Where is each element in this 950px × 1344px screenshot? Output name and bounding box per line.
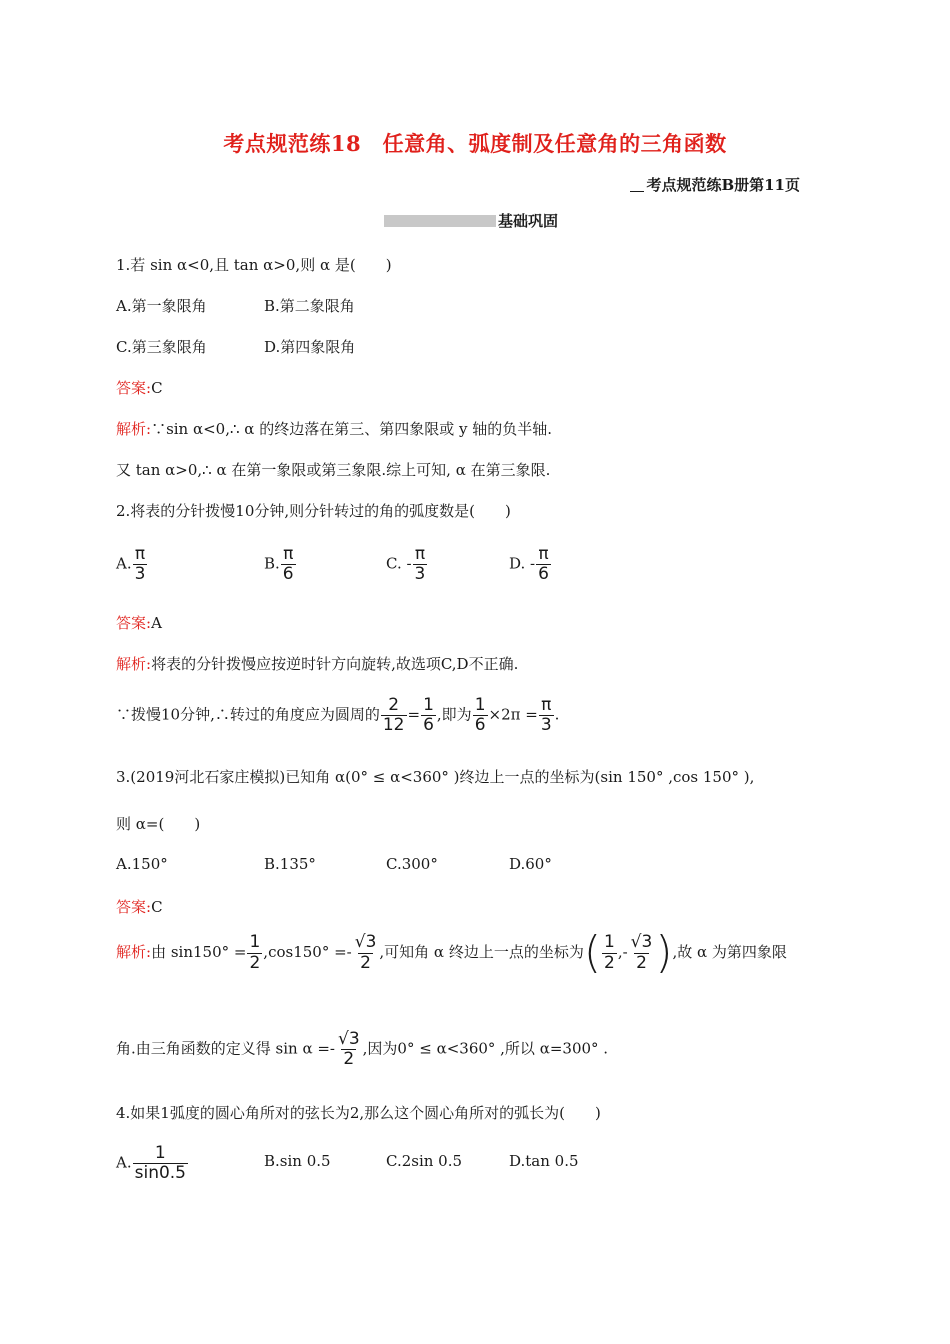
numerator: 2 bbox=[388, 695, 400, 715]
numerator: 1 bbox=[249, 932, 261, 953]
option-letter: A. bbox=[116, 1153, 132, 1172]
numerator: π bbox=[414, 544, 426, 564]
q3-option-c: C.300° bbox=[386, 855, 438, 873]
left-paren: ( bbox=[583, 927, 601, 978]
fraction-1-6 bbox=[421, 696, 436, 735]
text: 角.由三角函数的定义得 sin α =- bbox=[116, 1039, 335, 1058]
numerator: π bbox=[538, 544, 549, 564]
q2-analysis-1 bbox=[116, 653, 518, 674]
denominator: 2 bbox=[249, 952, 261, 973]
fraction-1-6 bbox=[473, 696, 488, 735]
denominator: 2 bbox=[360, 952, 371, 973]
text: ×2π = bbox=[488, 705, 538, 724]
q4-option-c: C.2sin 0.5 bbox=[386, 1152, 463, 1170]
fraction-1-sin05 bbox=[133, 1144, 188, 1183]
fraction-pi-3 bbox=[413, 545, 428, 584]
q3-option-d: D.60° bbox=[509, 855, 552, 873]
analysis-label: 解析: bbox=[116, 655, 152, 673]
analysis-text: 将表的分针拨慢应按逆时针方向旋转,故选项C,D不正确. bbox=[151, 655, 519, 673]
reference-text: 考点规范练B册第11页 bbox=[646, 176, 800, 194]
text: ,故 α 为第四象限 bbox=[672, 943, 787, 961]
fraction-root3-2 bbox=[353, 933, 379, 972]
q4-option-d: D.tan 0.5 bbox=[509, 1152, 579, 1170]
denominator: 6 bbox=[474, 715, 486, 736]
numerator: 1 bbox=[604, 932, 615, 953]
q2-answer bbox=[116, 612, 162, 633]
q4-stem: 4.如果1弧度的圆心角所对的弦长为2,那么这个圆心角所对的弧长为( ) bbox=[116, 1104, 601, 1122]
q1-analysis-2: 又 tan α>0,∴ α 在第一象限或第三象限.综上可知, α 在第三象限. bbox=[116, 461, 551, 479]
text: ,因为0° ≤ α<360° ,所以 α=300° . bbox=[362, 1039, 609, 1058]
option-letter: B. bbox=[264, 554, 280, 573]
denominator: 2 bbox=[636, 952, 647, 973]
q2-option-a bbox=[116, 545, 148, 584]
text: . bbox=[554, 705, 560, 724]
denominator: sin0.5 bbox=[134, 1163, 186, 1184]
analysis-label: 解析: bbox=[116, 943, 152, 961]
q2-stem: 2.将表的分针拨慢10分钟,则分针转过的角的弧度数是( ) bbox=[116, 502, 511, 520]
q1-analysis-1 bbox=[116, 418, 552, 439]
q4-option-a bbox=[116, 1144, 189, 1183]
section-label: 基础巩固 bbox=[498, 212, 559, 230]
denominator: 6 bbox=[423, 715, 434, 736]
answer-value: C bbox=[151, 379, 163, 397]
section-heading bbox=[384, 210, 558, 231]
q3-answer bbox=[116, 896, 163, 917]
text: ,可知角 α 终边上一点的坐标为 bbox=[379, 943, 584, 961]
q3-analysis-2 bbox=[116, 1030, 608, 1069]
q1-option-b: B.第二象限角 bbox=[264, 297, 355, 315]
numerator: π bbox=[283, 544, 294, 564]
denominator: 3 bbox=[134, 564, 146, 585]
numerator: √3 bbox=[630, 932, 653, 953]
q1-option-a: A.第一象限角 bbox=[116, 297, 207, 315]
section-bar bbox=[384, 215, 496, 227]
option-letter: A. bbox=[116, 554, 132, 573]
numerator: 1 bbox=[474, 695, 486, 715]
denominator: 12 bbox=[382, 715, 405, 736]
denominator: 3 bbox=[414, 564, 426, 585]
numerator: π bbox=[134, 544, 146, 564]
answer-label: 答案: bbox=[116, 379, 152, 397]
text: 由 sin150° = bbox=[151, 943, 247, 961]
q3-stem-1: 3.(2019河北石家庄模拟)已知角 α(0° ≤ α<360° )终边上一点的坐标为(sin 150° ,cos 150° ), bbox=[116, 768, 755, 786]
q3-option-a: A.150° bbox=[116, 855, 168, 873]
denominator: 2 bbox=[604, 952, 615, 973]
q3-stem-2: 则 α=( ) bbox=[116, 815, 201, 833]
answer-value: C bbox=[151, 898, 163, 916]
fraction-root3-2 bbox=[629, 933, 655, 972]
numerator: π bbox=[541, 695, 552, 715]
text: ,- bbox=[617, 943, 628, 961]
q1-option-d: D.第四象限角 bbox=[264, 338, 356, 356]
analysis-label: 解析: bbox=[116, 420, 152, 438]
equals: = bbox=[407, 705, 421, 724]
fraction-pi-6 bbox=[281, 545, 296, 584]
denominator: 6 bbox=[538, 564, 549, 585]
q1-option-c: C.第三象限角 bbox=[116, 338, 207, 356]
numerator: 1 bbox=[423, 695, 434, 715]
fraction-1-2 bbox=[247, 933, 262, 972]
numerator: √3 bbox=[338, 1029, 360, 1049]
fraction-1-2 bbox=[602, 933, 617, 972]
q3-option-b: B.135° bbox=[264, 855, 316, 873]
answer-value: A bbox=[151, 614, 162, 632]
option-letter: D. - bbox=[509, 554, 536, 573]
right-paren: ) bbox=[655, 927, 673, 978]
text: ∵拨慢10分钟,∴转过的角度应为圆周的 bbox=[116, 705, 380, 724]
fraction-2-12 bbox=[381, 696, 407, 735]
q4-option-b: B.sin 0.5 bbox=[264, 1152, 331, 1170]
fraction-pi-3 bbox=[133, 545, 148, 584]
numerator: 1 bbox=[154, 1143, 166, 1163]
numerator: √3 bbox=[354, 932, 377, 953]
analysis-text: ∵sin α<0,∴ α 的终边落在第三、第四象限或 y 轴的负半轴. bbox=[151, 420, 552, 438]
text: ,cos150° =- bbox=[263, 943, 352, 961]
option-letter: C. - bbox=[386, 554, 412, 573]
page-title: 考点规范练18 任意角、弧度制及任意角的三角函数 bbox=[223, 131, 727, 156]
q1-stem: 1.若 sin α<0,且 tan α>0,则 α 是( ) bbox=[116, 256, 392, 274]
underline-mark bbox=[630, 191, 644, 192]
q2-analysis-2 bbox=[116, 696, 559, 735]
denominator: 3 bbox=[540, 715, 552, 736]
q2-option-c bbox=[386, 545, 428, 584]
q1-answer bbox=[116, 377, 163, 398]
text: ,即为 bbox=[436, 705, 472, 724]
q2-option-b bbox=[264, 545, 297, 584]
fraction-root3-2 bbox=[336, 1030, 362, 1069]
q3-analysis-1 bbox=[116, 927, 787, 978]
q2-option-d bbox=[509, 545, 552, 584]
answer-label: 答案: bbox=[116, 898, 152, 916]
denominator: 2 bbox=[343, 1049, 355, 1070]
answer-label: 答案: bbox=[116, 614, 152, 632]
fraction-pi-3 bbox=[539, 696, 554, 735]
fraction-pi-6 bbox=[536, 545, 551, 584]
textbook-reference bbox=[630, 174, 800, 195]
denominator: 6 bbox=[282, 564, 294, 585]
